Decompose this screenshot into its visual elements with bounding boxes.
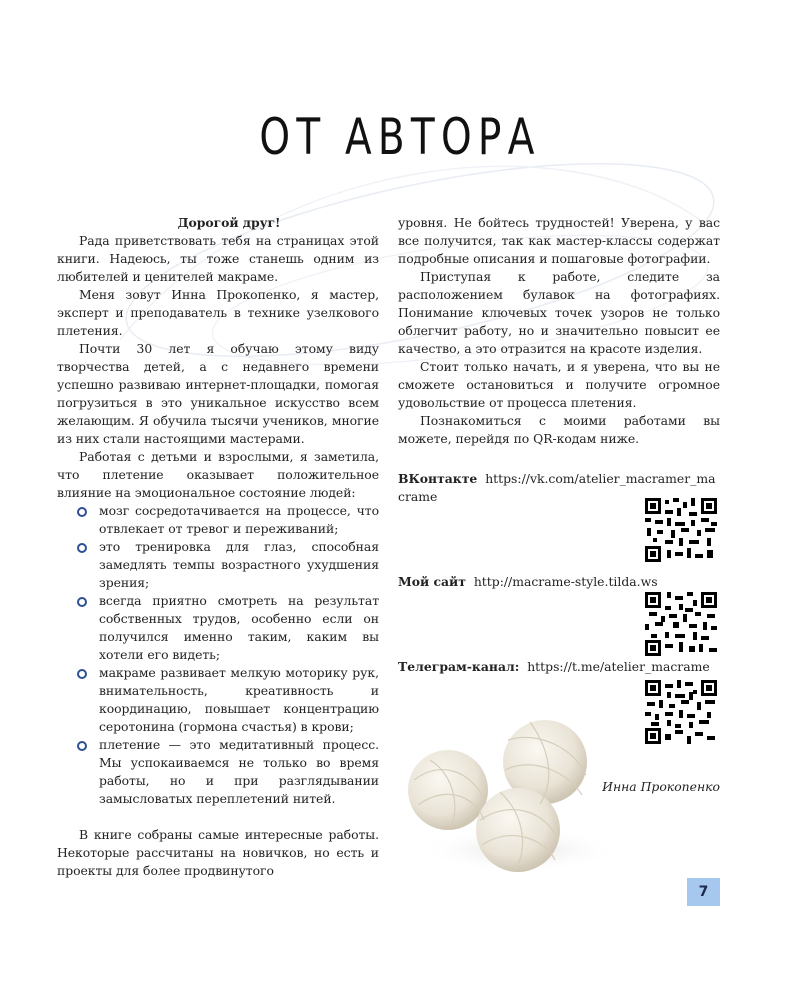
page-number: 7 [687, 878, 720, 906]
qr-code-icon[interactable] [645, 592, 717, 656]
paragraph: Приступая к работе, следите за расположением булавок на фотографиях. Понимание ключевых точек узоров не только облегчит работу, но и значительно повысит ее качество, а это отразится на красоте изделия. [398, 269, 720, 356]
left-column [57, 214, 379, 880]
list-item: это тренировка для глаз, способная замедлять темпы возрастного ухудшения зрения; [99, 539, 379, 590]
benefits-list [57, 502, 379, 808]
link-label: Телеграм-канал: [398, 659, 520, 674]
paragraph: Познакомиться с моими работами вы можете, перейдя по QR-кодам ниже. [398, 413, 720, 446]
site-url[interactable]: http://macrame-style.tilda.ws [473, 574, 658, 589]
qr-code-icon[interactable] [645, 680, 717, 744]
paragraph: уровня. Не бойтесь трудностей! Уверена, у вас все получится, так как мастер-классы содержат подробные описания и пошаговые фотографии. [398, 215, 720, 266]
page-title: ОТ АВТОРА [259, 108, 541, 166]
greeting: Дорогой друг! [177, 215, 281, 230]
list-item: плетение — это медитативный процесс. Мы успокаиваемся не только во время работы, но и при разглядывании замысловатых переплетений нитей. [99, 737, 379, 806]
link-label: Мой сайт [398, 574, 466, 589]
list-item: всегда приятно смотреть на результат собственных трудов, особенно если он получился именно таким, каким вы хотели его видеть; [99, 593, 379, 662]
telegram-url[interactable]: https://t.me/atelier_macrame [527, 659, 710, 674]
paragraph: Почти 30 лет я обучаю этому виду творчества детей, а с недавнего времени успешно развиваю интернет-площадки, помогая погрузиться в это уникальное искусство всем желающим. Я обучила тысячи учеников, многие из них стали настоящими мастерами. [57, 341, 379, 446]
paragraph: В книге собраны самые интересные работы. Некоторые рассчитаны на новичков, но есть и проекты для более продвинутого [57, 827, 379, 878]
paragraph: Стоит только начать, и я уверена, что вы не сможете остановиться и получите огромное удовольствие от процесса плетения. [398, 359, 720, 410]
list-item: макраме развивает мелкую моторику рук, внимательность, креативность и координацию, повышает концентрацию серотонина (гормона счастья) в крови; [99, 665, 379, 734]
author-signature: Инна Прокопенко [602, 779, 720, 794]
site-link-row[interactable] [398, 573, 720, 591]
telegram-link-row[interactable] [398, 658, 720, 676]
link-label: ВКонтакте [398, 471, 478, 486]
paragraph: Меня зовут Инна Прокопенко, я мастер, эксперт и преподаватель в технике узелкового плетения. [57, 287, 379, 338]
vk-url[interactable]: https://vk.com/atelier_macramer_macrame [398, 471, 716, 504]
paragraph: Рада приветствовать тебя на страницах этой книги. Надеюсь, ты тоже станешь одним из любителей и ценителей макраме. [57, 233, 379, 284]
list-item: мозг сосредотачивается на процессе, что отвлекает от тревог и переживаний; [99, 503, 379, 536]
qr-code-icon[interactable] [645, 498, 717, 562]
right-column [398, 214, 720, 448]
paragraph: Работая с детьми и взрослыми, я заметила, что плетение оказывает положительное влияние на эмоциональное состояние людей: [57, 449, 379, 500]
